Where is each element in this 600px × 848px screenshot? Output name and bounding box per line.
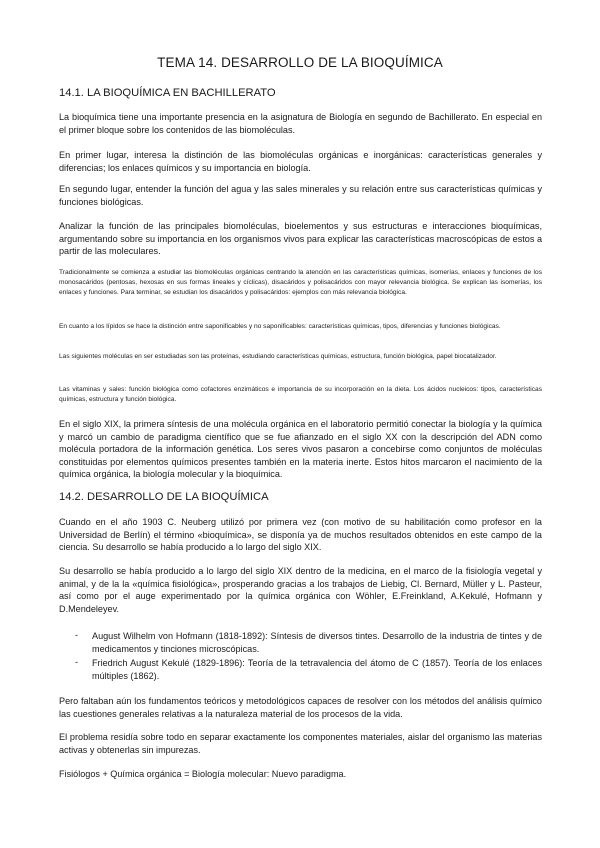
paragraph: En primer lugar, interesa la distinción de las biomoléculas orgánicas e inorgánicas: características generales y diferencias; los enlaces químicos y su importancia en biología. (59, 150, 542, 173)
page-title: TEMA 14. DESARROLLO DE LA BIOQUÍMICA (157, 55, 443, 70)
paragraph: En el siglo XIX, la primera síntesis de una molécula orgánica en el laboratorio permitió conectar la biología y la química y marcó un cambio de paradigma científico que se fue afianzado en el siglo XX con la descripción del ADN como molécula portadora de la información genética. Los seres vivos pasaron a concebirse como conjuntos de moléculas constituidas por elementos químicos presentes también en la materia inerte. Estos hitos marcaron el nacimiento de la química orgánica, la biología molecular y la bioquímica. (59, 419, 542, 480)
paragraph: Fisiólogos + Química orgánica = Biología molecular: Nuevo paradigma. (59, 769, 347, 779)
section-heading-1: 14.1. LA BIOQUÍMICA EN BACHILLERATO (59, 87, 276, 99)
bullet-marker: - (75, 630, 79, 640)
paragraph: La bioquímica tiene una importante presencia en la asignatura de Biología en segundo de Bachillerato. En especial en el primer bloque sobre los contenidos de las biomoléculas. (59, 112, 542, 135)
paragraph: El problema residía sobre todo en separar exactamente los componentes materiales, aislar del organismo las materias activas y obtenerlas sin impurezas. (59, 732, 542, 755)
paragraph: Analizar la función de las principales biomoléculas, bioelementos y sus estructuras e interacciones bioquímicas, argumentando sobre su importancia en los organismos vivos para explicar las características macroscópicas de estos a partir de las moleculares. (59, 221, 542, 257)
section-heading-2: 14.2. DESARROLLO DE LA BIOQUÍMICA (59, 491, 269, 503)
paragraph: Su desarrollo se había producido a lo largo del siglo XIX dentro de la medicina, en el marco de la fisiología vegetal y animal, y de la la «química fisiológica», prosperando gracias a los trabajos de Liebig, Cl. Bernard, Müller y L. Pasteur, así como por el auge experimentado por la química orgánica con Wöhler, E.Freinkland, A.Kekulé, Hofmann y D.Mendeleyev. (59, 566, 542, 614)
small-paragraph: Tradicionalmente se comienza a estudiar las biomoléculas orgánicas centrando la atención en las características químicas, isomerías, enlaces y funciones de los monosacáridos (pentosas, hexosas en sus formas lineales y cíclicas), disacáridos y polisacáridos con mayor relevancia biológica. Se explican las isomerías, los enlaces y funciones. Para terminar, se estudian los disacáridos y polisacáridos: ejemplos con más relevancia biológica. (59, 269, 542, 297)
small-paragraph: Las siguientes moléculas en ser estudiadas son las proteínas, estudiando características químicas, estructura, función biológica, papel biocatalizador. (59, 353, 497, 360)
list-item: Friedrich August Kekulé (1829-1896): Teoría de la tetravalencia del átomo de C (1857). Teoría de los enlaces múltiples (1862). (92, 658, 542, 681)
paragraph: Pero faltaban aún los fundamentos teóricos y metodológicos capaces de resolver con los métodos del análisis químico las cuestiones generales relativas a la naturaleza material de los procesos de la vida. (59, 696, 542, 719)
list-item: August Wilhelm von Hofmann (1818-1892): Síntesis de diversos tintes. Desarrollo de la industria de tintes y de medicamentos y tinciones microscópicas. (92, 631, 542, 654)
bullet-marker: - (75, 657, 79, 667)
paragraph: Cuando en el año 1903 C. Neuberg utilizó por primera vez (con motivo de su habilitación como profesor en la Universidad de Berlín) el término «bioquímica», se disponía ya de muchos resultados obtenidos en este campo de la ciencia. Su desarrollo se había producido a lo largo del siglo XIX. (59, 517, 542, 553)
small-paragraph: En cuanto a los lípidos se hace la distinción entre saponificables y no saponificables: características químicas, tipos, diferencias y funciones biológicas. (59, 323, 501, 330)
small-paragraph: Las vitaminas y sales: función biológica como cofactores enzimáticos e importancia de su incorporación en la dieta. Los ácidos nucleicos: tipos, características químicas, estructura y función biológica. (59, 386, 542, 404)
paragraph: En segundo lugar, entender la función del agua y las sales minerales y su relación entre sus características químicas y funciones biológicas. (59, 184, 542, 207)
